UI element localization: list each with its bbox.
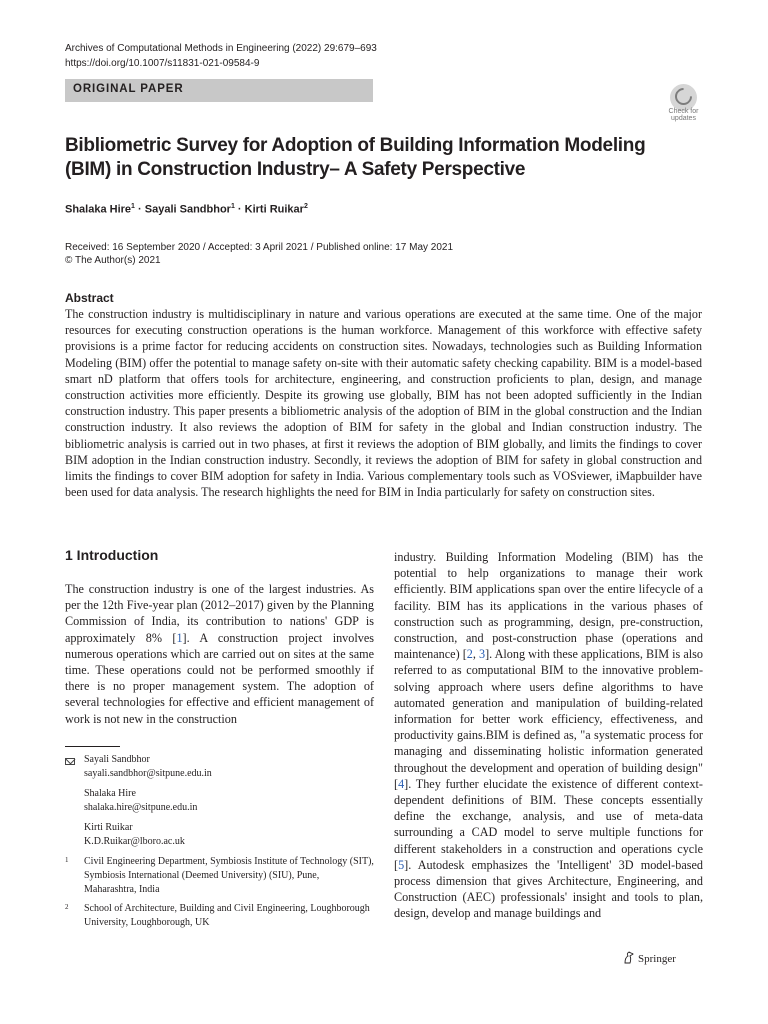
- publication-dates: [65, 241, 453, 267]
- refresh-icon: [670, 84, 697, 111]
- contact-name: Kirti Ruikar: [84, 822, 133, 833]
- author-name[interactable]: Kirti Ruikar: [244, 203, 304, 216]
- introduction-right-column: [394, 549, 703, 922]
- affiliation-number: 2: [65, 903, 69, 911]
- affiliation-number: 1: [65, 856, 69, 864]
- author-affiliation-mark: 1: [131, 203, 135, 210]
- contact-email[interactable]: sayali.sandbhor@sitpune.edu.in: [84, 768, 212, 779]
- abstract-text: The construction industry is multidisciplinary in nature and various operations are executed at the same time. One of the major resources for executing construction operations is the human workforce. Management of this workforce with effective safety provisions is a prime factor for reducing accidents on construction sites. Nowadays, technologies such as Building Information Modeling (BIM) offer the potential to manage safety on-site with their automatic safety checking capability. BIM is a model-based smart nD platform that offers tools for architecture, engineering, and construction proficients to plan, design, and manage construction activities more efficiently. Despite its growing use globally, BIM has not been adopted sufficiently in the Indian construction industry. This paper presents a bibliometric analysis of the adoption of BIM in the global construction and the Indian construction industry. It also reviews the adoption of BIM for safety in the global and Indian construction industry. The bibliometric analysis is carried out in two phases, at first it reviews the adoption of BIM globally, and limits the findings to cover BIM adoption in the Indian construction industry. Secondly, it reviews the adoption of BIM for safety in global construction and limits the findings to cover BIM adoption for safety in India. Various complementary tools such as VOSviewer, iMapbuilder have been used for data analysis. The research highlights the need for BIM in India particularly for safety on construction sites.: [65, 307, 702, 500]
- check-for-updates-label: Check for updates: [668, 108, 699, 122]
- abstract-heading: Abstract: [65, 291, 114, 305]
- publisher-name: Springer: [638, 953, 676, 965]
- author-name[interactable]: Shalaka Hire: [65, 203, 132, 216]
- author-affiliation-mark: 1: [230, 203, 235, 210]
- doi-link[interactable]: https://doi.org/10.1007/s11831-021-09584-9: [65, 58, 260, 69]
- paper-title: Bibliometric Survey for Adoption of Building Information Modeling (BIM) in Construction Industry– A Safety Perspective: [65, 135, 646, 180]
- citation-link[interactable]: 1: [176, 630, 183, 645]
- affiliation-text: School of Architecture, Building and Civil Engineering, Loughborough University, Loughborough, UK: [84, 903, 370, 928]
- author-separator: ·: [138, 203, 142, 216]
- citation-link[interactable]: 5: [398, 857, 405, 872]
- citation-link[interactable]: 4: [398, 776, 405, 791]
- author-list: [65, 203, 308, 216]
- body-text: The construction industry is one of the largest industries. As per the 12th Five-year plan (2012–2017) given by the Planning Commission of India, its contribution to nations' GDP is approximately 8% [: [65, 582, 374, 645]
- contact-name: Shalaka Hire: [84, 788, 136, 799]
- corresponding-contacts: [84, 753, 212, 849]
- body-text: ]. A construction project involves numerous operations which are carried out on sites at the same time. These operations could not be performed smoothly if there is no proper management system. The adoption of several technologies for effective and efficient management of work is not new in the construction: [65, 630, 374, 726]
- author-separator: ·: [237, 203, 242, 216]
- contact-email[interactable]: K.D.Ruikar@lboro.ac.uk: [84, 836, 185, 847]
- check-for-updates-badge[interactable]: [664, 84, 703, 124]
- copyright-line: © The Author(s) 2021: [65, 255, 161, 266]
- author-affiliation-mark: 2: [303, 203, 308, 210]
- contact-name: Sayali Sandbhor: [84, 754, 150, 765]
- journal-citation: Archives of Computational Methods in Engineering (2022) 29:679–693: [65, 43, 377, 54]
- publisher-logo: [622, 951, 676, 965]
- article-type-banner: [65, 79, 373, 102]
- envelope-icon: [65, 758, 75, 765]
- publication-history: Received: 16 September 2020 / Accepted: 3 April 2021 / Published online: 17 May 2021: [65, 242, 454, 253]
- contact-email[interactable]: shalaka.hire@sitpune.edu.in: [84, 802, 198, 813]
- author-name[interactable]: Sayali Sandbhor: [144, 203, 231, 216]
- affiliation-text: Civil Engineering Department, Symbiosis Institute of Technology (SIT), Symbiosis International (Deemed University) (SIU), Pune, Maharashtra, India: [84, 856, 374, 895]
- article-type-label: ORIGINAL PAPER: [73, 83, 184, 95]
- citation-link[interactable]: 2: [466, 647, 473, 662]
- journal-header: [65, 41, 377, 71]
- footnote-divider: [65, 746, 120, 747]
- body-text: ]. They further elucidate the existence of different context-dependent definitions of BIM. These concepts essentially define the exchange, analysis, and use of meta-data surrounding a CAD model to serve multiple functions for different stakeholders in a construction and operations cycle [: [394, 776, 703, 872]
- introduction-left-column: [65, 581, 374, 727]
- body-text: ]. Autodesk emphasizes the 'Intelligent' 3D model-based process dimension that gives Architecture, Engineering, and Construction (AEC) professionals' insight and tools to plan, design, develop and manage buildings and: [394, 857, 703, 921]
- body-text: ,: [472, 647, 480, 662]
- body-text: ]. Along with these applications, BIM is also referred to as computational BIM to the innovative problem-solving approach where users define algorithms to have automated generation and manipulation of building-related information for better work efficiency, effectiveness, and productivity gains.BIM is defined as, "a systematic process for managing and disseminating holistic information generated throughout the development and operation of building design" [: [394, 647, 704, 791]
- section-heading-introduction: 1 Introduction: [65, 547, 159, 563]
- springer-horse-icon: [622, 951, 635, 964]
- body-text: industry. Building Information Modeling (BIM) has the potential to help organizations to manage their work efficiently. BIM applications span over the entire lifecycle of a facility. BIM has its applications in the various phases of construction such as programming, design, pre-construction, construction, and post-construction phase (operations and maintenance) [: [394, 550, 703, 662]
- citation-link[interactable]: 3: [479, 647, 486, 662]
